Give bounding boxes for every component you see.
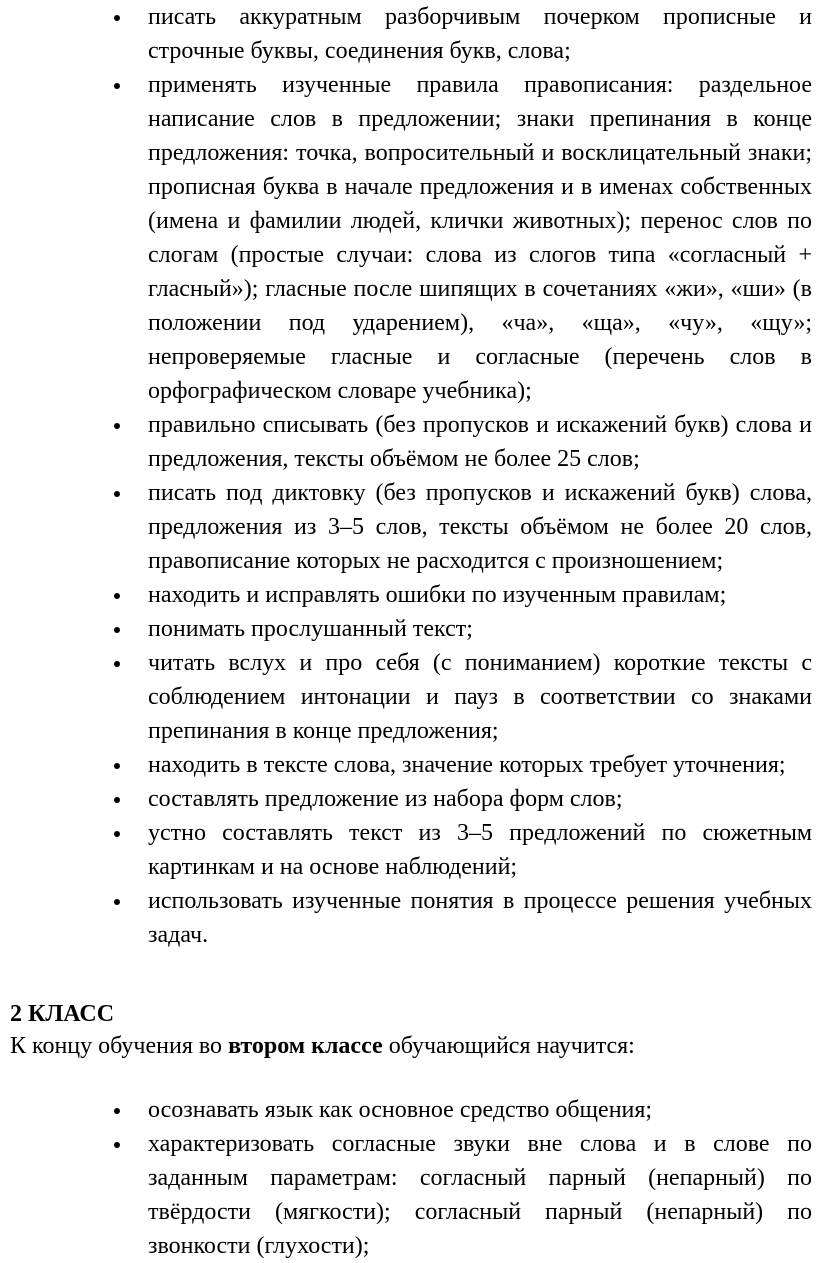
bullet-icon xyxy=(114,1142,120,1148)
bullet-icon xyxy=(114,83,120,89)
list-item: читать вслух и про себя (с пониманием) короткие тексты с соблюдением интонации и пауз в соответствии со знаками препинания в конце предложения; xyxy=(0,646,816,748)
list-item: составлять предложение из набора форм слов; xyxy=(0,782,816,816)
list-item: находить и исправлять ошибки по изученным правилам; xyxy=(0,578,816,612)
bullet-icon xyxy=(114,423,120,429)
bullet-icon xyxy=(114,899,120,905)
intro-text-start: К концу обучения во xyxy=(10,1033,229,1059)
list-item: использовать изученные понятия в процессе решения учебных задач. xyxy=(0,884,816,952)
bullet-icon xyxy=(114,763,120,769)
list-item: находить в тексте слова, значение которых требует уточнения; xyxy=(0,748,816,782)
bullet-icon xyxy=(114,15,120,21)
bullet-icon xyxy=(114,491,120,497)
list-item: понимать прослушанный текст; xyxy=(0,612,816,646)
list-item: характеризовать согласные звуки вне слова и в слове по заданным параметрам: согласный парный (непарный) по твёрдости (мягкости); согласный парный (непарный) по звонкости (глухости); xyxy=(0,1127,816,1263)
list-item: писать аккуратным разборчивым почерком прописные и строчные буквы, соединения букв, слова; xyxy=(0,0,816,68)
list-item: применять изученные правила правописания: раздельное написание слов в предложении; знаки препинания в конце предложения: точка, вопросительный и восклицательный знаки; прописная буква в начале предложения и в именах собственных (имена и фамилии людей, клички животных); перенос слов по слогам (простые случаи: слова из слогов типа «согласный + гласный»); гласные после шипящих в сочетаниях «жи», «ши» (в положении под ударением), «ча», «ща», «чу», «щу»; непроверяемые гласные и согласные (перечень слов в орфографическом словаре учебника); xyxy=(0,68,816,408)
bullet-icon xyxy=(114,627,120,633)
bullet-icon xyxy=(114,661,120,667)
bullet-list-grade-2 xyxy=(0,1093,816,1263)
list-item: устно составлять текст из 3–5 предложений по сюжетным картинкам и на основе наблюдений; xyxy=(0,816,816,884)
intro-text-end: обучающийся научится: xyxy=(382,1033,635,1059)
bullet-icon xyxy=(114,831,120,837)
section-heading: 2 КЛАСС xyxy=(10,1001,115,1027)
intro-text-bold: втором классе xyxy=(228,1033,383,1059)
list-item: писать под диктовку (без пропусков и искажений букв) слова, предложения из 3–5 слов, тексты объёмом не более 20 слов, правописание которых не расходится с произношением; xyxy=(0,476,816,578)
list-item: осознавать язык как основное средство общения; xyxy=(0,1093,816,1127)
bullet-icon xyxy=(114,593,120,599)
intro-paragraph xyxy=(10,1029,635,1063)
bullet-icon xyxy=(114,1108,120,1114)
bullet-icon xyxy=(114,797,120,803)
list-item: правильно списывать (без пропусков и искажений букв) слова и предложения, тексты объёмом не более 25 слов; xyxy=(0,408,816,476)
